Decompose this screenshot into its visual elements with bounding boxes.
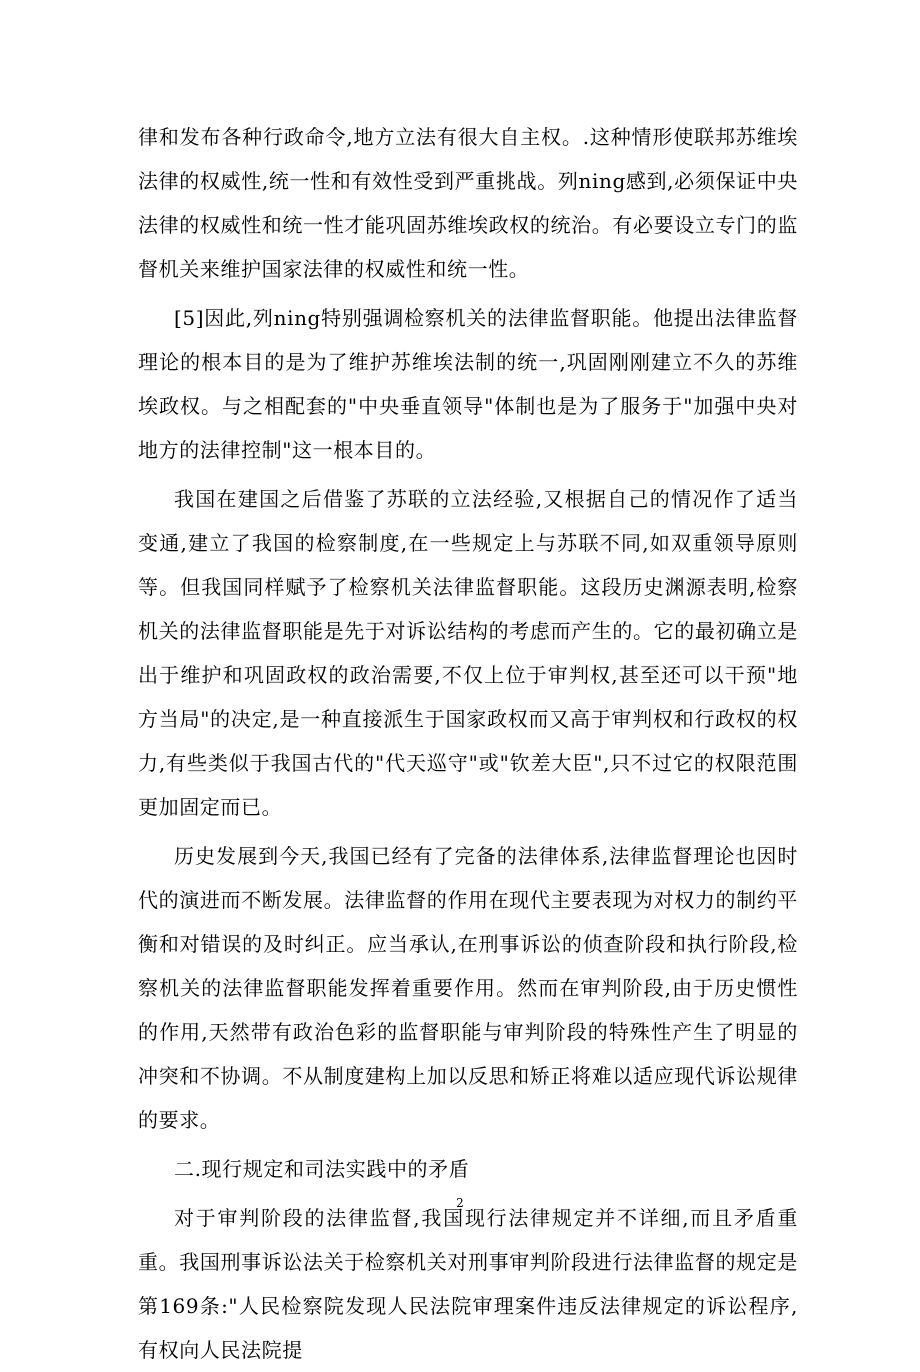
paragraph-china-procuratorate-history: 我国在建国之后借鉴了苏联的立法经验,又根据自己的情况作了适当变通,建立了我国的检察制度,在一些规定上与苏联不同,如双重领导原则等。但我国同样赋予了检察机关法律监督职能。这段历史渊源表明,检察机关的法律监督职能是先于对诉讼结构的考虑而产生的。它的最初确立是出于维护和巩固政权的政治需要,不仅上位于审判权,甚至还可以干预"地方当局"的决定,是一种直接派生于国家政权而又高于审判权和行政权的权力,有些类似于我国古代的"代天巡守"或"钦差大臣",只不过它的权限范围更加固定而已。 — [138, 487, 798, 819]
page-number: 2 — [456, 1196, 464, 1210]
document-body — [138, 115, 798, 1372]
paragraph-continuation: 律和发布各种行政命令,地方立法有很大自主权。.这种情形使联邦苏维埃法律的权威性,统一性和有效性受到严重挑战。列ning感到,必须保证中央法律的权威性和统一性才能巩固苏维埃政权的统治。有必要设立专门的监督机关来维护国家法律的权威性和统一性。 — [138, 125, 798, 281]
paragraph-modern-development: 历史发展到今天,我国已经有了完备的法律体系,法律监督理论也因时代的演进而不断发展。法律监督的作用在现代主要表现为对权力的制约平衡和对错误的及时纠正。应当承认,在刑事诉讼的侦查阶段和执行阶段,检察机关的法律监督职能发挥着重要作用。然而在审判阶段,由于历史惯性的作用,天然带有政治色彩的监督职能与审判阶段的特殊性产生了明显的冲突和不协调。不从制度建构上加以反思和矫正将难以适应现代诉讼规律的要求。 — [138, 844, 798, 1132]
section-heading: 二.现行规定和司法实践中的矛盾 — [174, 1157, 470, 1181]
paragraph-lenin-supervision: [5]因此,列ning特别强调检察机关的法律监督职能。他提出法律监督理论的根本目的是为了维护苏维埃法制的统一,巩固刚刚建立不久的苏维埃政权。与之相配套的"中央垂直领导"体制也是为了服务于"加强中央对地方的法律控制"这一根本目的。 — [138, 306, 798, 462]
paragraph-current-provisions: 对于审判阶段的法律监督,我国现行法律规定并不详细,而且矛盾重重。我国刑事诉讼法关于检察机关对刑事审判阶段进行法律监督的规定是第169条:"人民检察院发现人民法院审理案件违反法律规定的诉讼程序,有权向人民法院提 — [138, 1206, 798, 1362]
